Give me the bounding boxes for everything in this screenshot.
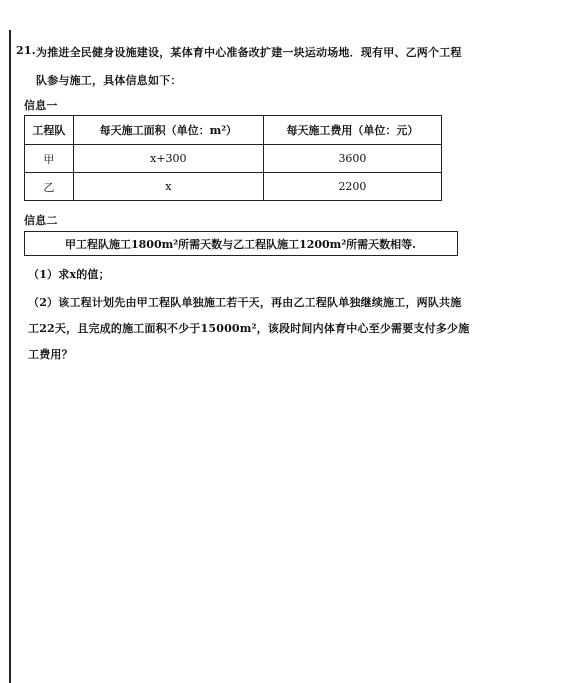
row-yi-team: 乙 — [25, 173, 74, 201]
header-daily-area: 每天施工面积（单位：m²） — [73, 116, 263, 145]
question-line-1: 为推进全民健身设施建设，某体育中心准备改扩建一块运动场地．现有甲、乙两个工程 — [36, 46, 462, 59]
row-yi-area: x — [73, 173, 263, 201]
info-2-text: 甲工程队施工1800m²所需天数与乙工程队施工1200m²所需天数相等. — [65, 237, 416, 251]
sub-question-2-line-1: （2）该工程计划先由甲工程队单独施工若干天，再由乙工程队单独继续施工，两队共施 — [28, 296, 462, 309]
margin-rule — [9, 30, 11, 683]
header-team: 工程队 — [25, 116, 74, 145]
info-2-label: 信息二 — [24, 214, 58, 227]
sub-question-2-line-3: 工费用？ — [28, 348, 73, 361]
info-2-box — [24, 231, 458, 256]
header-daily-cost: 每天施工费用（单位：元） — [263, 116, 441, 145]
question-line-2: 队参与施工，具体信息如下： — [36, 74, 182, 87]
info-1-label: 信息一 — [24, 99, 58, 112]
row-yi-cost: 2200 — [263, 173, 441, 201]
row-jia-cost: 3600 — [263, 145, 441, 173]
info-table — [24, 115, 442, 201]
question-number: 21. — [16, 44, 36, 57]
row-jia-area: x+300 — [73, 145, 263, 173]
sub-question-1: （1）求x的值； — [28, 268, 110, 281]
row-jia-team: 甲 — [25, 145, 74, 173]
table-row — [25, 173, 442, 201]
table-row — [25, 145, 442, 173]
sub-question-2-line-2: 工22天，且完成的施工面积不少于15000m²，该段时间内体育中心至少需要支付多少施 — [28, 322, 470, 335]
table-header-row — [25, 116, 442, 145]
